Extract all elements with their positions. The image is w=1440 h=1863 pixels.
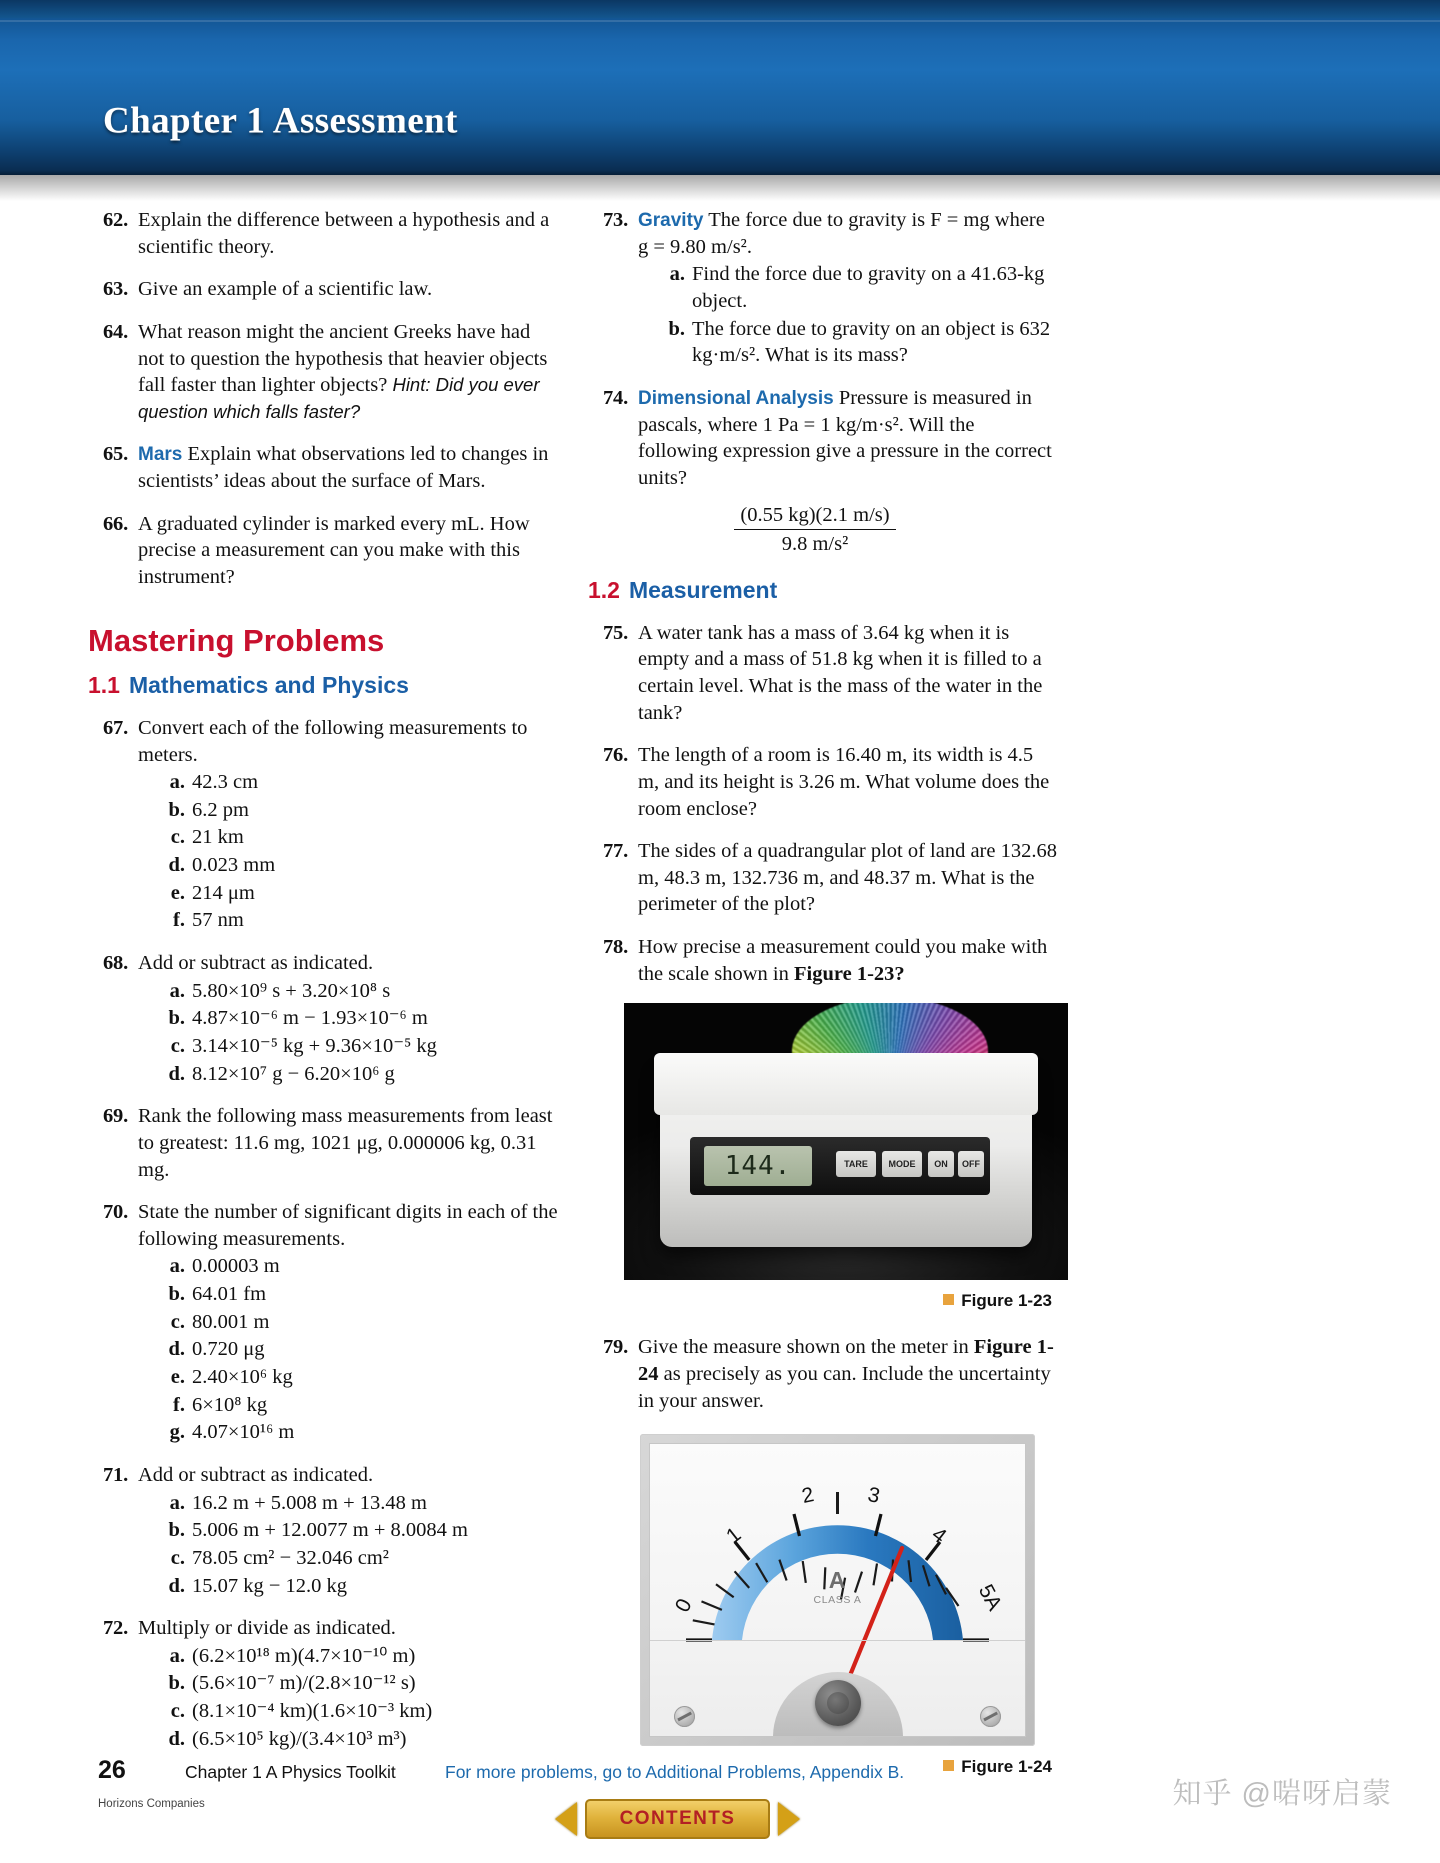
problem-63 (88, 276, 558, 303)
subitem-label: c. (170, 826, 185, 849)
subitem-value: 0.720 μg (192, 1338, 265, 1361)
subitem (160, 907, 558, 934)
subitem-label: b. (168, 1283, 185, 1306)
topic-keyword: Mars (138, 444, 183, 466)
problem-number: 73. (602, 209, 628, 231)
fraction-numerator: (0.55 kg)(2.1 m/s) (740, 503, 890, 526)
subitem-value: 57 nm (192, 909, 244, 932)
subitem (160, 1309, 558, 1336)
hint-text: Hint: Did you ever question which falls faster? (138, 374, 540, 422)
problem-78 (588, 934, 1058, 987)
banner-sheen (0, 20, 1440, 22)
scale-control-panel (690, 1137, 990, 1195)
problem-71 (88, 1462, 558, 1599)
subitem (160, 1061, 558, 1088)
subitem-value: 78.05 cm² − 32.046 cm² (192, 1546, 389, 1569)
subitem (160, 1419, 558, 1446)
watermark-text: 知乎 @啱呀启蒙 (1172, 1778, 1392, 1810)
problem-75 (588, 620, 1058, 727)
problem-text (138, 319, 558, 426)
subitem-value: 6.2 pm (192, 798, 249, 821)
subitem-value: (5.6×10⁻⁷ m)/(2.8×10⁻¹² s) (192, 1672, 416, 1695)
problem-number: 77. (602, 840, 628, 863)
subitem-value: 8.12×10⁷ g − 6.20×10⁶ g (192, 1062, 395, 1085)
meter-label-5a: 5A (973, 1581, 1007, 1615)
contents-button[interactable]: CONTENTS (585, 1799, 770, 1839)
subitem-value: 2.40×10⁶ kg (192, 1366, 293, 1389)
subitem-label: e. (170, 881, 185, 904)
problem-text: State the number of significant digits in each of the following measurements. (138, 1201, 558, 1250)
subitem-label: f. (173, 909, 185, 932)
meter-face (649, 1443, 1026, 1737)
problem-number: 70. (102, 1201, 128, 1224)
subitem (160, 1281, 558, 1308)
left-column (88, 207, 558, 1768)
subitem-list (160, 1643, 558, 1753)
subitem-label: d. (168, 1062, 185, 1085)
section-heading-1-1 (88, 671, 558, 701)
problem-70 (88, 1199, 558, 1446)
figure-1-24-meter (640, 1434, 1035, 1746)
subitem-value: 64.01 fm (192, 1283, 267, 1306)
subitem-label: a. (169, 1255, 185, 1278)
problem-number: 62. (102, 209, 128, 231)
meter-label-0: 0 (670, 1595, 697, 1617)
subitem-label: d. (168, 1727, 185, 1750)
subitem-list (660, 261, 1058, 369)
subitem-value: 16.2 m + 5.008 m + 13.48 m (192, 1491, 427, 1514)
subitem-label: c. (170, 1310, 185, 1333)
problem-text (638, 207, 1058, 260)
problem-number: 69. (102, 1105, 128, 1128)
problem-text: Give an example of a scientific law. (138, 278, 433, 301)
problem-text (638, 934, 1058, 987)
subitem-value: The force due to gravity on an object is 632 kg·m/s². What is its mass? (692, 317, 1051, 367)
subitem-value: 42.3 cm (192, 771, 259, 794)
section-number: 1.1 (88, 672, 120, 699)
problem-text (138, 441, 558, 494)
figure-1-23-caption (588, 1290, 1058, 1312)
problem-body-text: The force due to gravity is F = mg where g = 9.80 m/s². (638, 209, 1045, 258)
subitem-label: d. (168, 1338, 185, 1361)
problem-72 (88, 1615, 558, 1752)
problem-text: The length of a room is 16.40 m, its width is 4.5 m, and its height is 3.26 m. What volume does the room enclose? (638, 744, 1050, 820)
problem-67 (88, 715, 558, 934)
subitem-label: g. (169, 1421, 185, 1444)
meter-label-1: 1 (722, 1523, 746, 1549)
caption-text: Figure 1-24 (961, 1757, 1052, 1777)
expression-fraction (638, 500, 1058, 558)
previous-arrow-icon[interactable] (555, 1802, 577, 1836)
caption-square-icon (943, 1294, 954, 1305)
subitem-label: a. (669, 263, 685, 286)
mastering-problems-heading: Mastering Problems (88, 622, 385, 658)
subitem (160, 1336, 558, 1363)
problem-number: 66. (102, 512, 128, 535)
subitem (160, 1005, 558, 1032)
subitem-label: a. (169, 979, 185, 1002)
subitem-value: (6.5×10⁵ kg)/(3.4×10³ m³) (192, 1727, 407, 1750)
caption-text: Figure 1-23 (961, 1291, 1052, 1311)
subitem-value: 21 km (192, 826, 244, 849)
subitem (160, 824, 558, 851)
subitem (160, 1364, 558, 1391)
subitem-label: d. (168, 1574, 185, 1597)
subitem-list (160, 769, 558, 934)
problem-number: 78. (602, 936, 628, 959)
scale-button-mode[interactable]: MODE (882, 1151, 922, 1177)
subitem-value: 4.87×10⁻⁶ m − 1.93×10⁻⁶ m (192, 1007, 428, 1030)
subitem (160, 769, 558, 796)
subitem (160, 880, 558, 907)
problem-text: A graduated cylinder is marked every mL. How precise a measurement can you make with this instrument? (138, 512, 530, 589)
subitem (160, 1033, 558, 1060)
subitem-value: 214 μm (192, 881, 255, 904)
subitem-label: b. (168, 1519, 185, 1542)
section-title: Mathematics and Physics (128, 672, 409, 699)
topic-keyword: Gravity (638, 210, 704, 231)
problem-77 (588, 838, 1058, 918)
meter-label-4: 4 (927, 1523, 951, 1549)
topic-keyword: Dimensional Analysis (638, 387, 834, 409)
subitem-label: c. (170, 1034, 185, 1057)
scale-platform (654, 1053, 1038, 1115)
problem-body-text: What reason might the ancient Greeks have had not to question the hypothesis that heavier objects fall faster than lighter objects? (138, 320, 548, 397)
subitem-label: d. (168, 854, 185, 877)
subitem-value: 5.80×10⁹ s + 3.20×10⁸ s (192, 979, 391, 1002)
problem-64 (88, 319, 558, 426)
subitem-list (160, 1253, 558, 1445)
subitem (160, 797, 558, 824)
right-column (588, 207, 1058, 1778)
subitem-value: 6×10⁸ kg (192, 1393, 268, 1416)
subitem-value: Find the force due to gravity on a 41.63-kg object. (692, 263, 1045, 312)
subitem (160, 1573, 558, 1600)
subitem-label: e. (170, 1366, 185, 1389)
problem-body-text: Explain what observations led to changes in scientists’ ideas about the surface of Mars. (138, 443, 549, 493)
meter-pivot-knob (815, 1680, 861, 1726)
meter-label-2: 2 (799, 1483, 816, 1509)
figure-reference: Figure 1-24 (638, 1336, 1054, 1386)
problem-body-text: Pressure is measured in pascals, where 1 Pa = 1 kg/m·s². Will the following expression give a pressure in the correct units? (638, 386, 1052, 489)
meter-label-3: 3 (865, 1483, 882, 1509)
subitem (160, 852, 558, 879)
problem-text: Add or subtract as indicated. (138, 952, 374, 975)
problem-text (638, 385, 1058, 492)
problem-74 (588, 385, 1058, 560)
problem-body-text-after: as precisely as you can. Include the uncertainty in your answer. (638, 1363, 1051, 1412)
problem-number: 72. (102, 1617, 128, 1640)
scale-button-tare[interactable]: TARE (836, 1151, 876, 1177)
fraction-denominator: 9.8 m/s² (734, 529, 895, 558)
problem-number: 71. (102, 1463, 128, 1486)
subitem-value: 0.00003 m (192, 1255, 280, 1278)
problem-text: Explain the difference between a hypothesis and a scientific theory. (138, 209, 550, 258)
problem-76 (588, 742, 1058, 822)
subitem-value: (8.1×10⁻⁴ km)(1.6×10⁻³ km) (192, 1700, 433, 1723)
subitem-label: b. (668, 317, 685, 340)
subitem (160, 1670, 558, 1697)
problem-text: Multiply or divide as indicated. (138, 1617, 396, 1640)
problem-73 (588, 207, 1058, 369)
subitem (160, 1545, 558, 1572)
figure-reference: Figure 1-23? (794, 962, 905, 985)
subitem-value: 15.07 kg − 12.0 kg (192, 1574, 348, 1597)
problem-number: 68. (102, 952, 128, 975)
subitem (160, 978, 558, 1005)
subitem (160, 1490, 558, 1517)
problem-number: 65. (102, 443, 128, 466)
problem-text: A water tank has a mass of 3.64 kg when it is empty and a mass of 51.8 kg when it is filled to a certain level. What is the mass of the water in the tank? (638, 621, 1043, 724)
subitem (160, 1726, 558, 1753)
page-title: Chapter 1 Assessment (103, 100, 458, 142)
meter-divider-line (650, 1640, 1025, 1641)
subitem-label: a. (169, 771, 185, 794)
problem-number: 67. (102, 716, 128, 739)
contents-navigation (540, 1796, 815, 1842)
subitem (160, 1253, 558, 1280)
subitem-value: (6.2×10¹⁸ m)(4.7×10⁻¹⁰ m) (192, 1644, 416, 1667)
problem-68 (88, 950, 558, 1087)
subitem-value: 0.023 mm (192, 854, 276, 877)
subitem-label: b. (168, 1007, 185, 1030)
subitem (160, 1643, 558, 1670)
subitem-label: f. (173, 1393, 185, 1416)
subitem-value: 3.14×10⁻⁵ kg + 9.36×10⁻⁵ kg (192, 1034, 437, 1057)
meter-unit-symbol: A (828, 1567, 847, 1594)
scale-lcd-display: 144. (704, 1146, 812, 1186)
problem-text: Convert each of the following measurements to meters. (138, 716, 528, 766)
photo-credit: Horizons Companies (98, 1798, 205, 1810)
problem-number: 74. (602, 386, 628, 409)
subitem-value: 80.001 m (192, 1310, 270, 1333)
page-number: 26 (98, 1756, 126, 1784)
subitem-list (160, 1490, 558, 1600)
section-number: 1.2 (588, 576, 620, 603)
subitem-label: c. (170, 1546, 185, 1569)
problem-65 (88, 441, 558, 494)
subitem-value: 5.006 m + 12.0077 m + 8.0084 m (192, 1519, 468, 1542)
problem-text (638, 1334, 1058, 1414)
figure-1-23-photo (624, 1003, 1068, 1280)
subitem (660, 261, 1058, 314)
problem-text: Add or subtract as indicated. (138, 1463, 374, 1486)
subitem (160, 1392, 558, 1419)
subitem-label: b. (168, 798, 185, 821)
scale-button-off[interactable]: OFF (958, 1151, 984, 1177)
problem-text: The sides of a quadrangular plot of land are 132.68 m, 48.3 m, 132.736 m, and 48.37 m. What is the perimeter of the plot? (638, 840, 1057, 916)
meter-class-label: CLASS A (813, 1594, 862, 1607)
footer-more-problems-link[interactable]: For more problems, go to Additional Problems, Appendix B. (445, 1762, 905, 1782)
banner-shadow-fade (0, 175, 1440, 201)
subitem-label: c. (170, 1700, 185, 1723)
subitem-list (160, 978, 558, 1088)
scale-button-on[interactable]: ON (928, 1151, 954, 1177)
problem-62 (88, 207, 558, 260)
problem-number: 79. (602, 1336, 628, 1359)
subitem-value: 4.07×10¹⁶ m (192, 1421, 295, 1444)
problem-text: Rank the following mass measurements from least to greatest: 11.6 mg, 1021 μg, 0.000006 kg, 0.31 mg. (138, 1105, 553, 1181)
problem-number: 76. (602, 744, 628, 767)
page-header-banner (0, 0, 1440, 175)
problem-number: 75. (602, 621, 628, 644)
next-arrow-icon[interactable] (778, 1802, 800, 1836)
subitem-label: a. (169, 1491, 185, 1514)
problem-body-text: Give the measure shown on the meter in (638, 1336, 974, 1359)
problem-number: 63. (102, 278, 128, 301)
section-heading-1-2 (588, 576, 1058, 606)
subitem (160, 1698, 558, 1725)
subitem (160, 1517, 558, 1544)
subitem-label: b. (168, 1672, 185, 1695)
subitem-label: a. (169, 1644, 185, 1667)
problem-66 (88, 511, 558, 591)
subitem (660, 316, 1058, 369)
problem-body-text: How precise a measurement could you make with the scale shown in (638, 936, 1048, 985)
section-title: Measurement (628, 576, 778, 603)
problem-69 (88, 1103, 558, 1183)
problem-79 (588, 1334, 1058, 1414)
footer-chapter-label: Chapter 1 A Physics Toolkit (185, 1762, 396, 1782)
problem-number: 64. (102, 320, 128, 343)
